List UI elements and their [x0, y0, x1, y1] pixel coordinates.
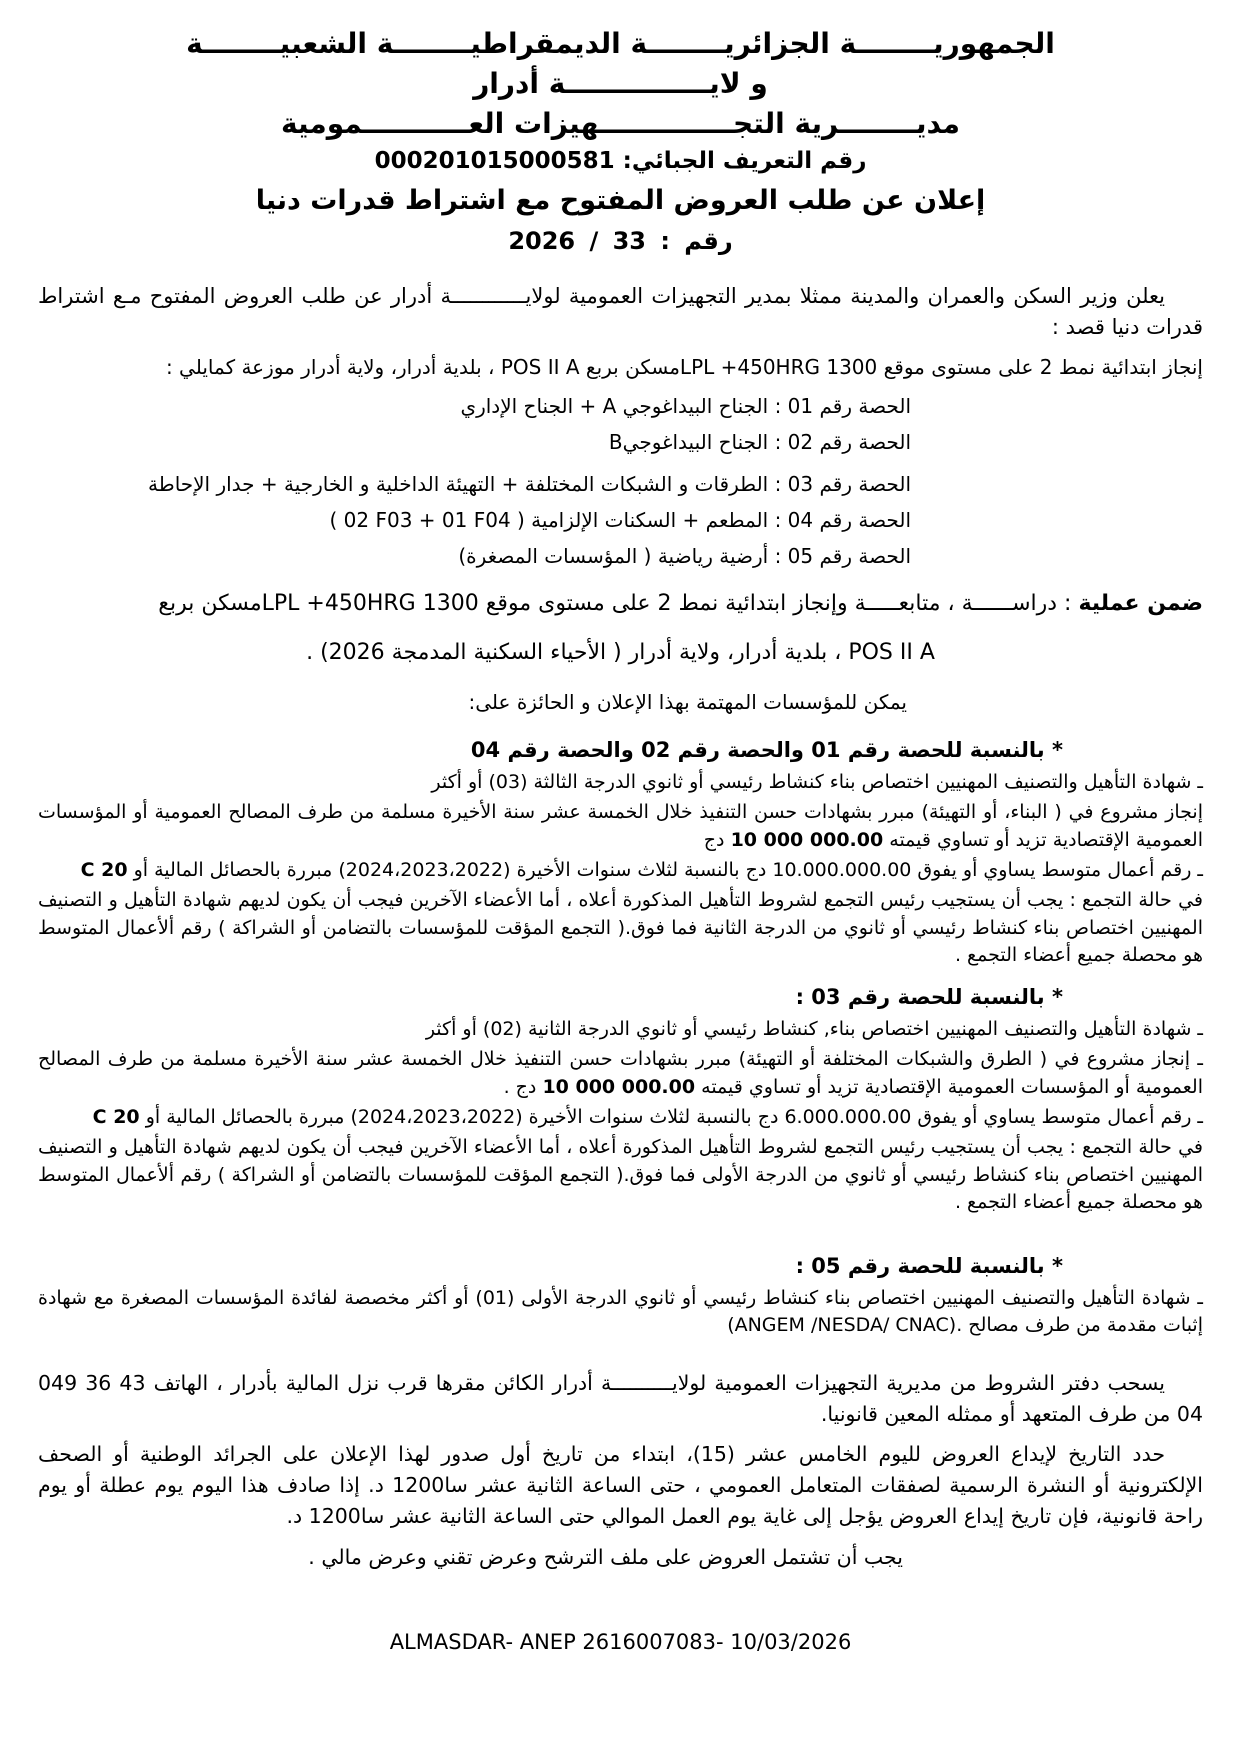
deadline-paragraph	[38, 1439, 1203, 1531]
withdraw-paragraph	[38, 1368, 1203, 1430]
lot-04-text: الحصة رقم 04 : المطعم + السكنات الإلزامية	[524, 507, 911, 532]
section-lot-03-title: * بالنسبة للحصة رقم 03 :	[795, 984, 1063, 1009]
reference-number: رقم : 33 / 2026	[508, 226, 733, 255]
deadline-text3: د.	[286, 1503, 309, 1528]
section2-project-amount: 10 000 000.00	[542, 1075, 696, 1098]
lot-03-line: الحصة رقم 03 : الطرقات و الشبكات المختلفة + التهيئة الداخلية و الخارجية + جدار الإحاطة	[148, 471, 911, 496]
section1-grouping-note: في حالة التجمع : يجب أن يستجيب رئيس التجمع لشروط التأهيل المذكورة أعلاه ، أما الأعضاء الآخرين فيجب أن يكون لديهم شهادة التأهيل و التصنيف المهنيين اختصاص بناء كنشاط رئيسي أو ثانوي من الدرجة الثانية فما فوق.( التجمع المؤقت للمؤسسات بالتضامن أو الشراكة ) رقم ألأعمال المتوسط هو محصلة جميع أعضاء التجمع .	[38, 889, 1203, 967]
section1-turnover-years: (2024،2023،2022)	[338, 859, 511, 882]
section3-certificate-text: ـ شهادة التأهيل والتصنيف المهنيين اختصاص بناء كنشاط رئيسي أو ثانوي الدرجة الأولى (01) أو أكثر مخصصة لفائدة المؤسسات المصغرة مع شهادة إثبات مقدمة من طرف مصالح .	[38, 1287, 1203, 1337]
section2-project-requirement	[38, 1046, 1203, 1101]
section2-turnover-years: (2024،2023،2022)	[350, 1106, 523, 1129]
section2-grouping-note: في حالة التجمع : يجب أن يستجيب رئيس التجمع لشروط التأهيل المذكورة أعلاه ، أما الأعضاء الآخرين فيجب أن يكون لديهم شهادة التأهيل و التصنيف المهنيين اختصاص بناء كنشاط رئيسي أو ثانوي من الدرجة الأولى فما فوق.( التجمع المؤقت للمؤسسات بالتضامن أو الشراكة ) رقم ألأعمال المتوسط هو محصلة جميع أعضاء التجمع .	[38, 1136, 1203, 1214]
section2-turnover-text2: مبررة بالحصائل المالية أو	[139, 1106, 351, 1129]
operation-text: : دراســــــة ، متابعـــــة وإنجاز ابتدائية نمط 2 على مستوى موقع 1300 LPL +450HRGمسكن بربع	[158, 590, 1079, 616]
deadline-time1: 12سا00	[392, 1473, 468, 1498]
section1-turnover-text2: مبررة بالحصائل المالية أو	[127, 859, 339, 882]
opening-paragraph: يعلن وزير السكن والعمران والمدينة ممثلا بمدير التجهيزات العمومية لولايــــــــــــة أدرار عن طلب العروض المفتوح مـع اشتراط قدرات دنيا قصد :	[38, 283, 1203, 340]
deadline-text2: د. إذا صادف هذا اليوم يوم عطلة أو يوم راحة قانونية، فإن تاريخ إيداع العروض يؤجل إلى غاية يوم العمل الموالي حتى الساعة الثانية عشر	[38, 1473, 1203, 1528]
lot-04-units: ( 02 F03 + 01 F04 )	[329, 507, 525, 532]
section1-turnover-code: C 20	[80, 859, 128, 882]
section1-project-text: إنجاز مشروع في ( البناء، أو التهيئة) مبرر بشهادات حسن التنفيذ خلال الخمسة عشر سنة الأخيرة مسلمة من طرف المصالح العمومية أو المؤسسات العمومية الإقتصادية تزيد أو تساوي قيمته	[38, 801, 1203, 851]
announcement-title: إعلان عن طلب العروض المفتوح مع اشتراط قدرات دنيا	[255, 184, 986, 216]
withdraw-text: يسحب دفتر الشروط من مديرية التجهيزات العمومية لولايــــــــــة أدرار الكائن مقرها قرب نزل المالية بأدرار ، الهاتف	[145, 1370, 1165, 1395]
offers-content-line: يجب أن تشتمل العروض على ملف الترشح وعرض تقني وعرض مالي .	[308, 1544, 903, 1569]
section2-certificate-requirement: ـ شهادة التأهيل والتصنيف المهنيين اختصاص بناء, كنشاط رئيسي أو ثانوي الدرجة الثانية (02) أو أكثر	[425, 1018, 1203, 1041]
section3-certificate-orgs: (ANGEM /NESDA/ CNAC)	[727, 1314, 957, 1337]
lot-04-line	[38, 506, 911, 535]
section-lots-01-02-04-title: * بالنسبة للحصة رقم 01 والحصة رقم 02 والحصة رقم 04	[470, 737, 1063, 762]
section1-project-amount: 10 000 000.00	[730, 828, 884, 851]
phone-number: 049 36 43 04	[38, 1370, 1203, 1426]
section2-turnover-text: ـ رقم أعمال متوسط يساوي أو يفوق 6.000.000.00 دج بالنسبة لثلاث سنوات الأخيرة	[522, 1106, 1203, 1129]
directorate-line: مديــــــــرية التجــــــــــــــهيزات العـــــــــــمومية	[280, 106, 961, 140]
project-description-line: إنجاز ابتدائية نمط 2 على مستوى موقع 1300 LPL +450HRGمسكن بربع POS II A ، بلدية أدرار، ولاية أدرار موزعة كمايلي :	[165, 354, 1203, 379]
publication-footer: ALMASDAR- ANEP 2616007083- 10/03/2026	[389, 1630, 852, 1655]
deadline-time2: 12سا00	[308, 1503, 385, 1528]
deadline-text1: حدد التاريخ لإيداع العروض لليوم الخامس عشر (15)، ابتداء من تاريخ أول صدور لهذا الإعلان على الجرائد الوطنية أو الصحف الإلكترونية أو النشرة الرسمية لصفقات المتعامل العمومي ، حتى الساعة الثانية عشر	[38, 1442, 1203, 1498]
section2-project-currency: دج .	[503, 1075, 543, 1098]
operation-line	[38, 587, 1203, 620]
lot-02-line: الحصة رقم 02 : الجناح البيداغوجيB	[608, 429, 911, 454]
section3-certificate-requirement	[38, 1285, 1203, 1340]
republic-line: الجمهوريــــــــة الجزائريــــــــة الديمقراطيــــــــة الشعبيــــــــة	[186, 27, 1055, 60]
wilaya-line: و لايـــــــــــــــة أدرار	[473, 66, 768, 100]
withdraw-text2: من طرف المتعهد أو ممثله المعين قانونيا.	[820, 1401, 1177, 1426]
lot-05-line: الحصة رقم 05 : أرضية رياضية ( المؤسسات المصغرة)	[458, 543, 911, 568]
section1-turnover-requirement	[38, 857, 1203, 884]
section2-project-text: ـ إنجاز مشروع في ( الطرق والشبكات المختلفة أو التهيئة) مبرر بشهادات حسن التنفيذ خلال الخمسة عشر سنة الأخيرة مسلمة من طرف المصالح العمومية أو المؤسسات العمومية الإقتصادية تزيد أو تساوي قيمته	[38, 1048, 1203, 1098]
lot-01-line: الحصة رقم 01 : الجناح البيداغوجي A + الجناح الإداري	[460, 393, 911, 418]
section2-turnover-code: C 20	[92, 1106, 140, 1129]
section1-turnover-text: ـ رقم أعمال متوسط يساوي أو يفوق 10.000.000.00 دج بالنسبة لثلاث سنوات الأخيرة	[510, 859, 1203, 882]
tax-id-line: رقم التعريف الجبائي: 000201015000581	[374, 148, 867, 175]
lots-list	[38, 392, 1203, 571]
operation-label: ضمن عملية	[1078, 590, 1203, 616]
operation-location-line: POS II A ، بلدية أدرار، ولاية أدرار ( الأحياء السكنية المدمجة 2026) .	[306, 639, 935, 665]
section2-turnover-requirement	[38, 1104, 1203, 1131]
eligibility-intro-line: يمكن للمؤسسات المهتمة بهذا الإعلان و الحائزة على:	[468, 689, 907, 714]
section1-certificate-requirement: ـ شهادة التأهيل والتصنيف المهنيين اختصاص بناء كنشاط رئيسي أو ثانوي الدرجة الثالثة (03) أو أكثر	[431, 771, 1203, 794]
section-lot-05-title: * بالنسبة للحصة رقم 05 :	[795, 1253, 1063, 1278]
section1-project-requirement	[38, 799, 1203, 854]
section1-project-currency: دج	[703, 828, 731, 851]
